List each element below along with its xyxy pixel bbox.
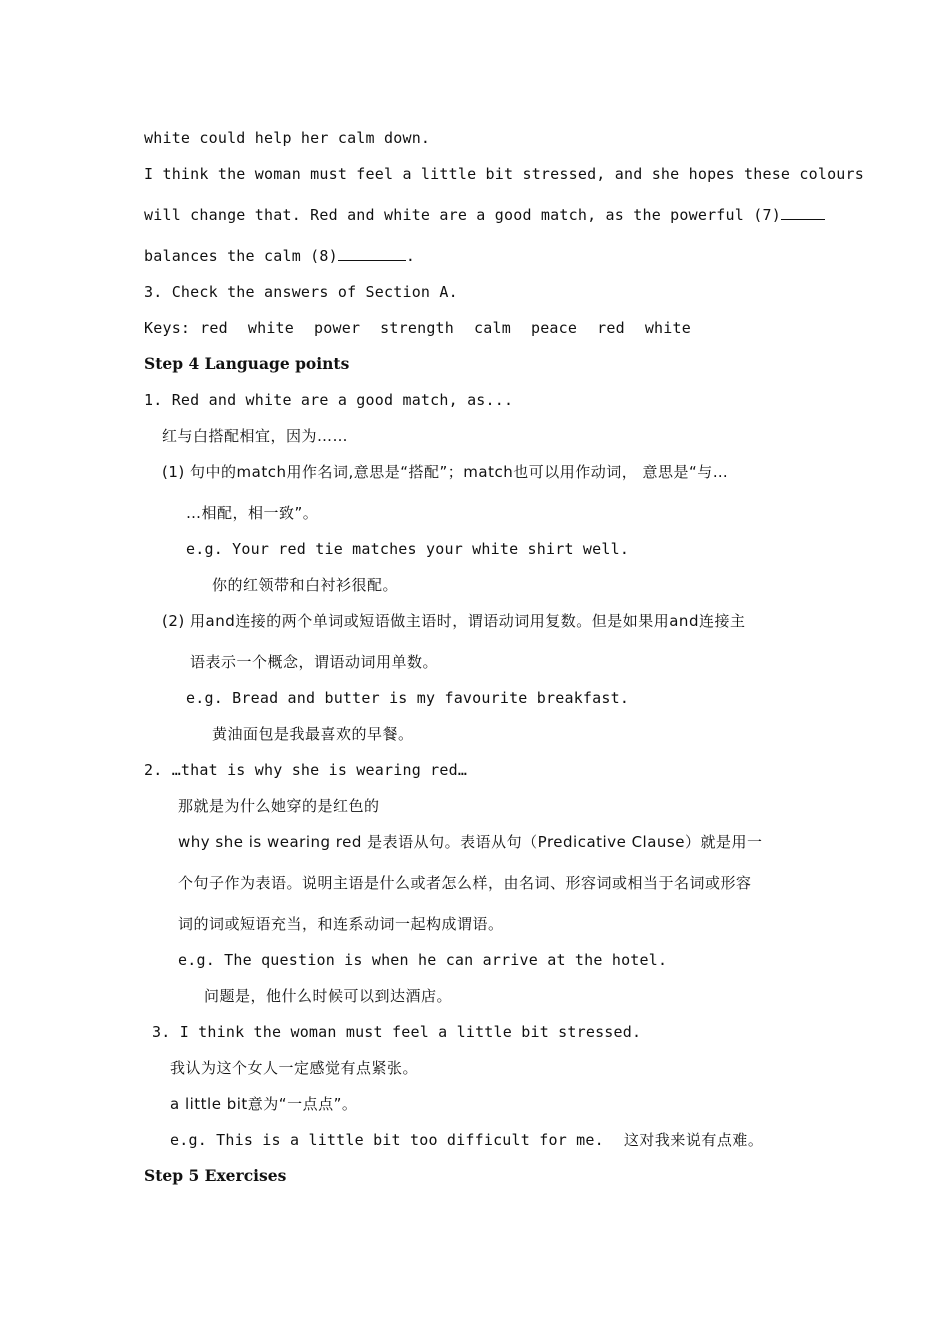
answer-blank-7[interactable]: [781, 205, 825, 220]
point-1-example-1: e.g. Your red tie matches your white shirt well.: [186, 540, 630, 558]
answer-blank-8[interactable]: [338, 246, 406, 261]
step5-heading: Step 5 Exercises: [144, 1166, 287, 1185]
key-word: red: [200, 319, 228, 337]
point-2-note-2: 个句子作为表语。说明主语是什么或者怎么样，由名词、形容词或相当于名词或形容: [178, 874, 752, 892]
key-word: white: [247, 319, 295, 337]
point-3-example: [170, 1130, 763, 1150]
keys-line: [144, 318, 711, 338]
point-3: 3. I think the woman must feel a little bit stressed.: [152, 1023, 642, 1041]
key-word: white: [644, 319, 691, 337]
point-1-note-2: (2) 用and连接的两个单词或短语做主语时，谓语动词用复数。但是如果用and连接主: [162, 612, 746, 630]
text-line: I think the woman must feel a little bit stressed, and she hopes these colours: [144, 165, 864, 183]
point-2-note-1: why she is wearing red 是表语从句。表语从句（Predicative Clause）就是用一: [178, 833, 763, 851]
text-line-part: will change that. Red and white are a good match, as the powerful (7): [144, 206, 781, 224]
point-1-example-1-translation: 你的红领带和白衬衫很配。: [212, 576, 399, 594]
point-1-translation: 红与白搭配相宜，因为……: [162, 427, 349, 445]
key-word: power: [314, 319, 361, 337]
point-1: 1. Red and white are a good match, as...: [144, 391, 514, 409]
point-2-translation: 那就是为什么她穿的是红色的: [178, 797, 380, 815]
key-word: red: [597, 319, 625, 337]
step4-heading: Step 4 Language points: [144, 354, 350, 373]
point-3-translation: 我认为这个女人一定感觉有点紧张。: [170, 1059, 419, 1077]
point-2: 2. …that is why she is wearing red…: [144, 761, 468, 779]
keys-label: Keys:: [144, 319, 191, 337]
text-line: [144, 246, 415, 266]
point-1-example-2: e.g. Bread and butter is my favourite breakfast.: [186, 689, 630, 707]
text-line: white could help her calm down.: [144, 129, 431, 147]
text-line: [144, 205, 825, 225]
point-3-example-text: e.g. This is a little bit too difficult for me.: [170, 1131, 604, 1149]
point-3-example-translation: 这对我来说有点难。: [623, 1131, 764, 1149]
key-word: peace: [530, 319, 578, 337]
text-line-part: .: [405, 247, 416, 265]
point-1-example-2-translation: 黄油面包是我最喜欢的早餐。: [212, 725, 414, 743]
text-line-part: balances the calm (8): [144, 247, 338, 265]
point-2-example-translation: 问题是，他什么时候可以到达酒店。: [204, 987, 453, 1005]
check-answers-line: 3. Check the answers of Section A.: [144, 283, 458, 301]
point-1-note-1: (1) 句中的match用作名词,意思是“搭配”；match也可以用作动词， 意思是“与…: [162, 463, 729, 481]
point-2-note-3: 词的词或短语充当，和连系动词一起构成谓语。: [178, 915, 504, 933]
key-word: calm: [474, 319, 511, 337]
point-1-note-2-cont: 语表示一个概念，谓语动词用单数。: [190, 653, 439, 671]
point-2-example: e.g. The question is when he can arrive at the hotel.: [178, 951, 668, 969]
key-word: strength: [380, 319, 455, 337]
point-1-note-1-cont: …相配，相一致”。: [186, 504, 319, 522]
point-3-note: a little bit意为“一点点”。: [170, 1095, 358, 1113]
